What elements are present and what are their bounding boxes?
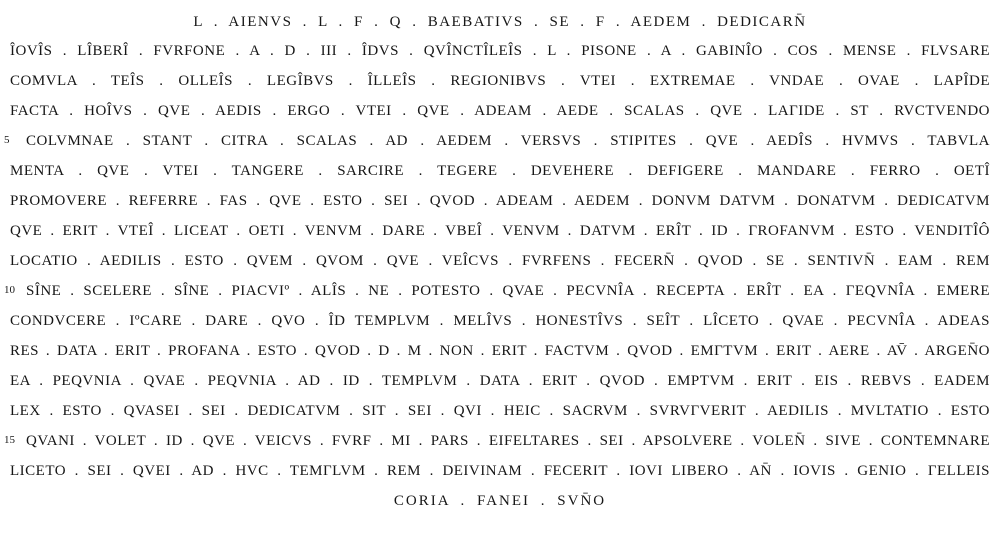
inscription-line-15 <box>10 456 990 486</box>
inscription-line-1 <box>10 36 990 66</box>
inscription-line-14 <box>4 426 990 456</box>
inscription-line-text: QVANI . VOLET . ID . QVE . VEICVS . FVRF . MI . PARS . EIFELTARES . SEI . APSOLVERE . VOLEN̄ . SIVE . CONTEMNARE <box>26 433 990 449</box>
inscription-line-7 <box>10 216 990 246</box>
margin-line-number-15: 15 <box>4 434 15 446</box>
inscription-line-text: ÎOVÎS . LÎBERÎ . FVRFONE . A . D . III . ÎDVS . QVÎNCTÎLEÎS . L . PISONE . A . GABINÎO . COS . MENSE . FLVSARE <box>10 43 990 59</box>
inscription-line-text: MENTA . QVE . VTEI . TANGERE . SARCIRE . TEGERE . DEVEHERE . DEFIGERE . MANDARE . FERRO . OETÎ <box>10 163 990 179</box>
inscription-line-text: COMVLA . TEÎS . OLLEÎS . LEGÎBVS . ÎLLEÎS . REGIONIBVS . VTEI . EXTREMAE . VNDAE . OVAE . LAPÎDE <box>10 73 990 89</box>
inscription-line-text: CORIA . FANEI . SVN̄O <box>393 493 607 509</box>
inscription-line-text: COLVMNAE . STANT . CITRA . SCALAS . AD . AEDEM . VERSVS . STIPITES . QVE . AEDÎS . HVMVS . TABVLA <box>26 133 990 149</box>
inscription-line-text: EA . PEQVNIA . QVAE . PEQVNIA . AD . ID . TEMPLVM . DATA . ERIT . QVOD . EMPTVM . ERIT . EIS . REBVS . EADEM <box>10 373 990 389</box>
inscription-line-text: CONDVCERE . IºCARE . DARE . QVO . ÎD TEMPLVM . MELÎVS . HONESTÎVS . SEÎT . LÎCETO . QVAE . PECVNÎA . ADEAS <box>10 313 990 329</box>
inscription-line-5 <box>10 156 990 186</box>
inscription-line-9 <box>4 276 990 306</box>
inscription-line-text: LEX . ESTO . QVASEI . SEI . DEDICATVM . SIT . SEI . QVI . HEIC . SACRVM . SVRVΓVERIT . AEDILIS . MVLTATIO . ESTO <box>10 403 990 419</box>
inscription-line-8 <box>10 246 990 276</box>
inscription-line-text: SÎNE . SCELERE . SÎNE . PIACVIº . ALÎS . NE . POTESTO . QVAE . PECVNÎA . RECEPTA . ERÎT . EA . ΓEQVNÎA . EMERE <box>26 283 990 299</box>
inscription-line-4 <box>4 126 990 156</box>
inscription-line-3 <box>10 96 990 126</box>
inscription-heading-line: L . AIENVS . L . F . Q . BAEBATIVS . SE . F . AEDEM . DEDICARN̄ <box>193 14 807 30</box>
inscription-line-2 <box>10 66 990 96</box>
inscription-line-12 <box>10 366 990 396</box>
inscription-line-text: RES . DATA . ERIT . PROFANA . ESTO . QVOD . D . M . NON . ERIT . FACTVM . QVOD . EMΓTVM . ERIT . AERE . AV̄ . ARGEN̄O <box>10 343 990 359</box>
inscription-line-text: QVE . ERIT . VTEÎ . LICEAT . OETI . VENVM . DARE . VBEÎ . VENVM . DATVM . ERÎT . ID . ΓROFANVM . ESTO . VENDITÎÔ <box>10 223 990 239</box>
inscription-line-text: FACTA . HOÎVS . QVE . AEDIS . ERGO . VTEI . QVE . ADEAM . AEDE . SCALAS . QVE . LAΓIDE . ST . RVCTVENDO <box>10 103 990 119</box>
inscription-line-text: PROMOVERE . REFERRE . FAS . QVE . ESTO . SEI . QVOD . ADEAM . AEDEM . DONVM DATVM . DONATVM . DEDICATVM <box>10 193 990 209</box>
margin-line-number-10: 10 <box>4 284 15 296</box>
inscription-line-11 <box>10 336 990 366</box>
inscription-line-10 <box>10 306 990 336</box>
inscription-line-6 <box>10 186 990 216</box>
inscription-line-16-closing <box>10 486 990 516</box>
inscription-line-text: LICETO . SEI . QVEI . AD . HVC . TEMΓLVM . REM . DEIVINAM . FECERIT . IOVI LIBERO . AN̄ . IOVIS . GENIO . ΓELLEIS <box>10 463 990 479</box>
inscription-line-text: LOCATIO . AEDILIS . ESTO . QVEM . QVOM . QVE . VEÎCVS . FVRFENS . FECERN̄ . QVOD . SE . SENTIVN̄ . EAM . REM <box>10 253 990 269</box>
margin-line-number-5: 5 <box>4 134 10 146</box>
inscription-line-13 <box>10 396 990 426</box>
